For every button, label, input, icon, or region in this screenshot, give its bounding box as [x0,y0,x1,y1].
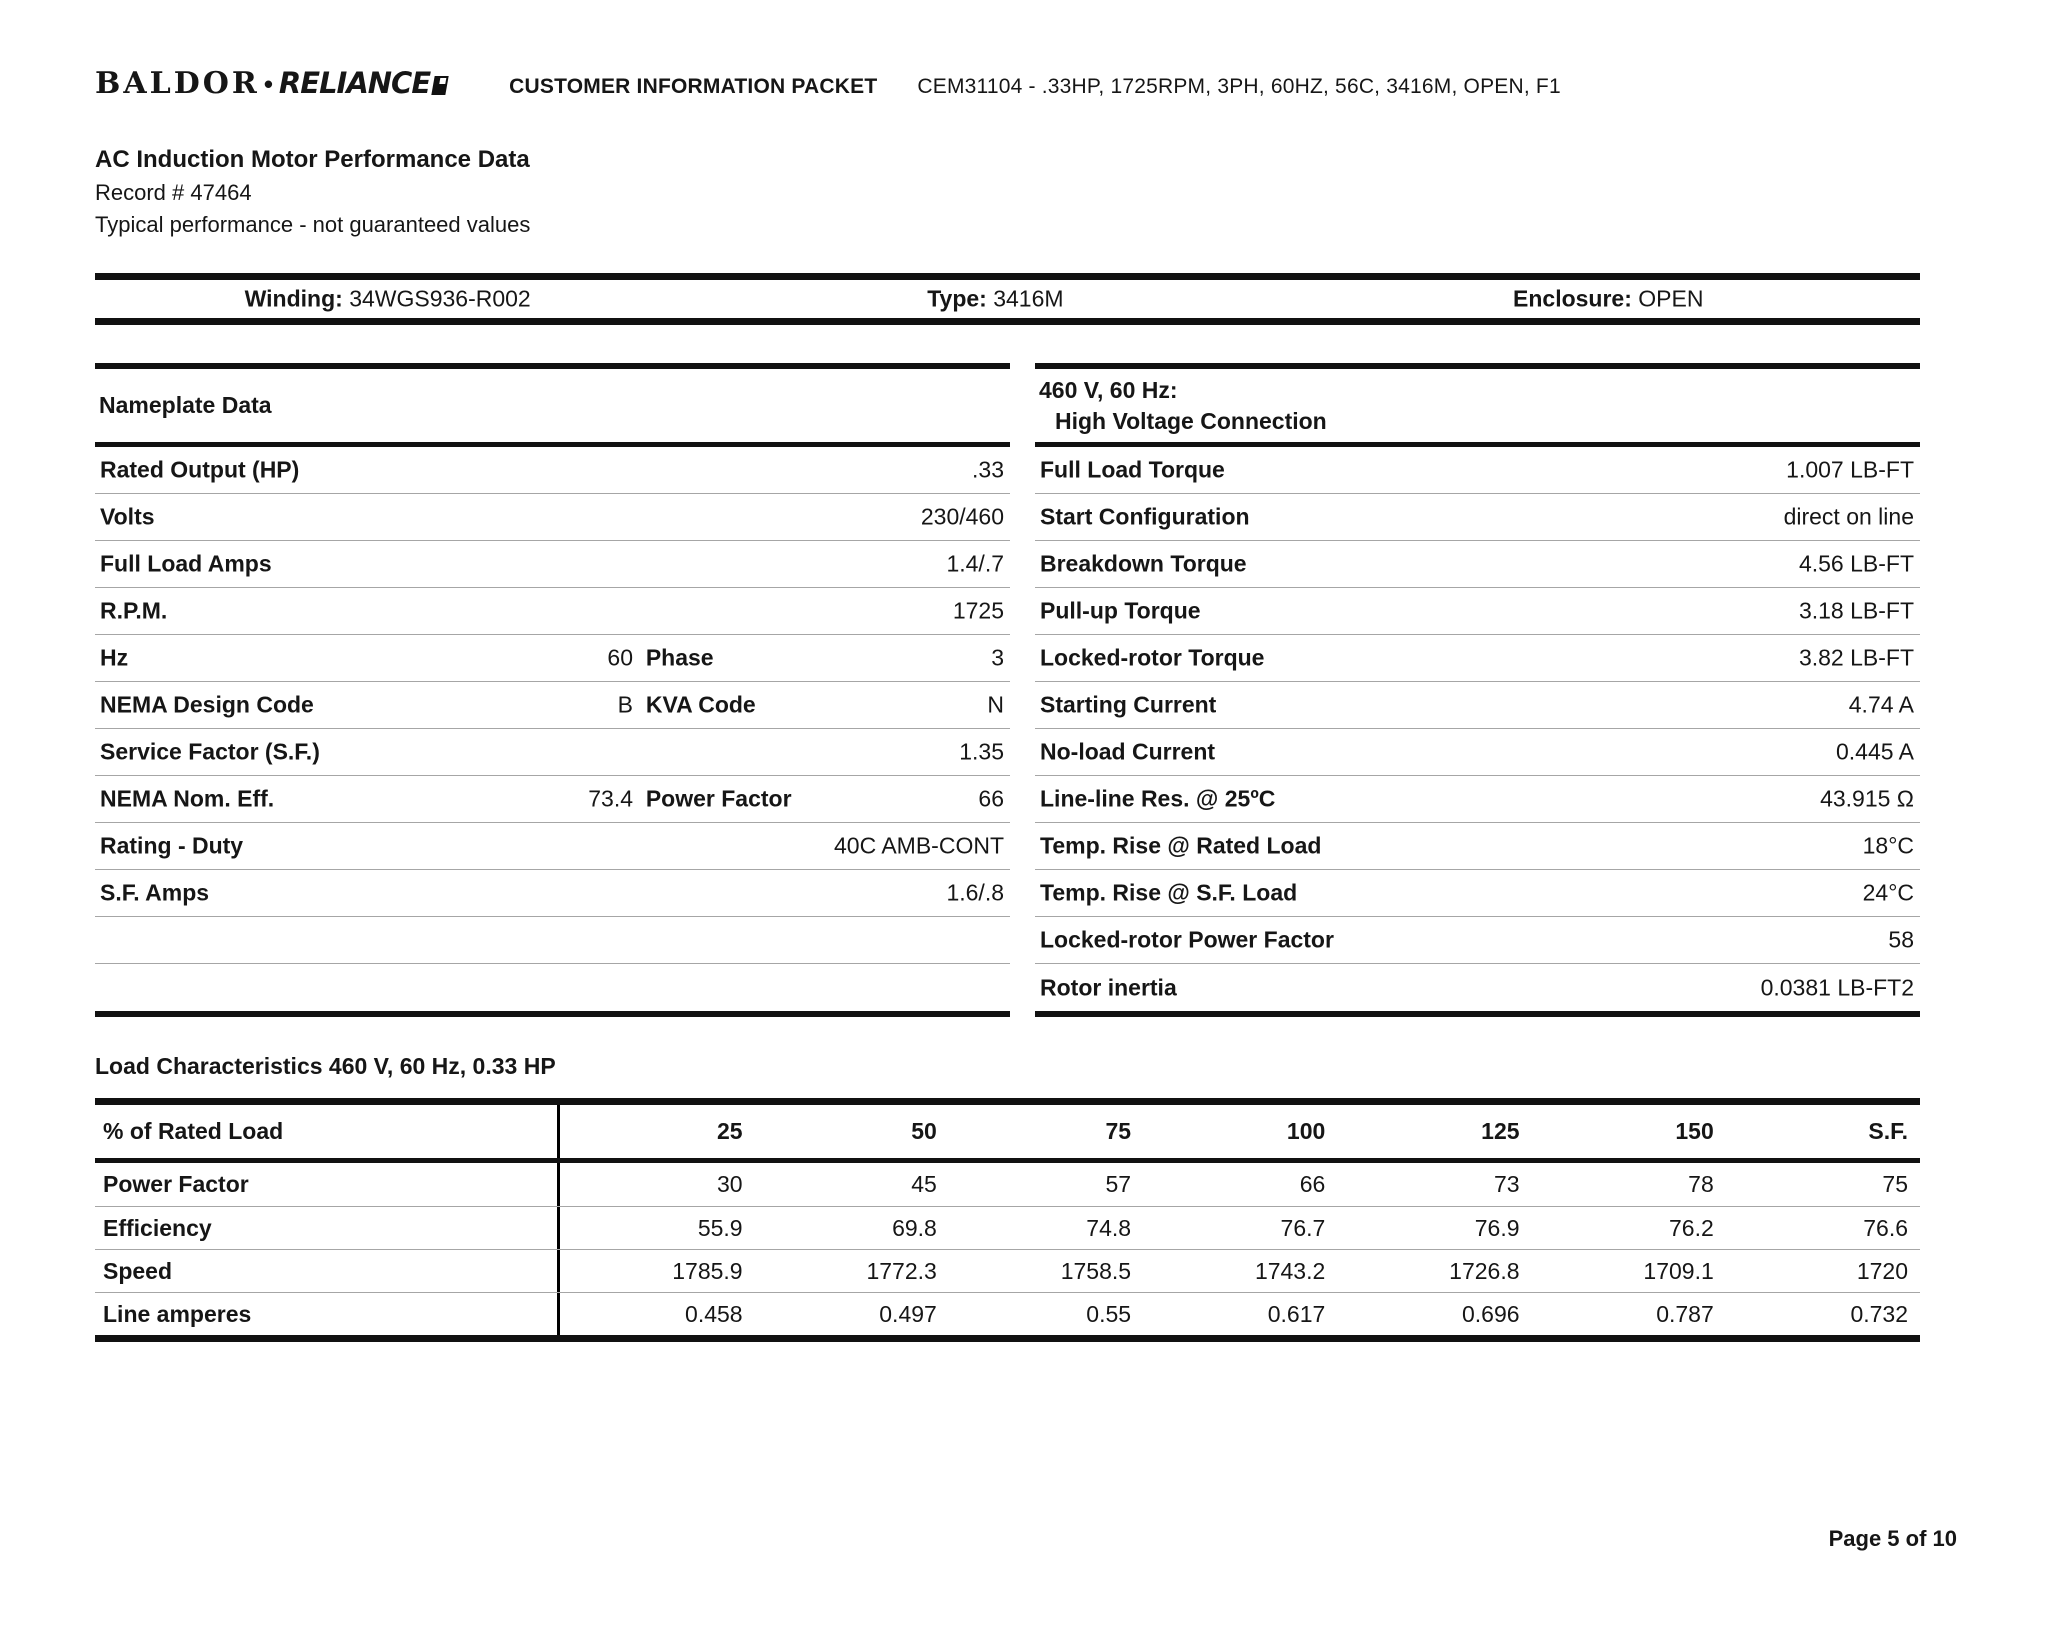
title-block [95,143,1920,241]
row-label: Hz [100,644,129,671]
nameplate-row [95,494,1010,541]
load-table-row [95,1163,1920,1206]
nameplate-row [95,870,1010,917]
nameplate-table-header [95,369,1010,447]
high-voltage-table-header [1035,369,1920,447]
row-value: 1.007 LB-FT [1786,456,1914,483]
load-characteristics-table [95,1098,1920,1342]
row-value: .33 [972,456,1004,483]
page-content [95,66,1920,1342]
row-value: 76.7 [1280,1214,1326,1241]
reliance-trademark-icon [431,76,448,95]
row-label: Locked-rotor Torque [1040,644,1265,671]
load-table-row [95,1249,1920,1292]
row-mid-value: B [617,691,634,718]
load-header-col: 125 [1481,1118,1520,1144]
load-table-row [95,1292,1920,1335]
row-value: 43.915 Ω [1820,785,1914,812]
baldor-reliance-logo [95,66,447,101]
nameplate-row [95,682,1010,729]
load-header-col: 25 [717,1118,743,1144]
row-value: 0.787 [1656,1300,1714,1327]
row-value: 0.732 [1850,1300,1908,1327]
row-value: 78 [1688,1171,1714,1197]
doc-title: CUSTOMER INFORMATION PACKET [509,75,878,98]
high-voltage-row [1035,870,1920,917]
enclosure-field [1513,286,1703,313]
nameplate-rows [95,447,1010,1017]
high-voltage-row [1035,635,1920,682]
row-value: 74.8 [1086,1214,1132,1241]
type-field [927,286,1063,313]
document-header [95,66,1920,101]
row-label: Power Factor [95,1163,560,1206]
nameplate-row [95,917,1010,964]
row-value: 66 [1299,1171,1326,1197]
high-voltage-row [1035,729,1920,776]
row-value: 4.56 LB-FT [1798,550,1914,577]
row-value: 1743.2 [1254,1257,1326,1284]
load-header-col: 150 [1675,1118,1714,1144]
row-label-2: Power Factor [645,785,792,812]
high-voltage-row [1035,682,1920,729]
load-header-col: 50 [911,1118,937,1144]
winding-value: 34WGS936-R002 [349,285,531,312]
load-header-col: 100 [1286,1118,1326,1144]
row-value: 3 [991,644,1004,671]
nameplate-row [95,541,1010,588]
brand-separator-dot-icon: • [263,69,273,99]
row-value: 0.696 [1461,1300,1520,1327]
high-voltage-row [1035,823,1920,870]
row-value: 0.458 [685,1300,743,1327]
high-voltage-row [1035,541,1920,588]
row-label: Rotor inertia [1040,974,1177,1000]
enclosure-label: Enclosure: [1513,285,1632,312]
high-voltage-rows [1035,447,1920,1017]
performance-tables [95,363,1920,1017]
row-label: Locked-rotor Power Factor [1040,926,1334,953]
nameplate-row [95,964,1010,1011]
row-mid-value: 60 [607,644,634,671]
high-voltage-table [1035,363,1920,1017]
high-voltage-row [1035,917,1920,964]
row-value: 55.9 [697,1214,743,1241]
winding-field [245,286,531,313]
row-value: 1785.9 [672,1257,743,1284]
row-value: 0.445 A [1835,738,1914,765]
row-label: Line-line Res. @ 25ºC [1040,785,1276,812]
row-value: 66 [978,785,1004,812]
row-value: 76.9 [1474,1214,1520,1241]
type-label: Type: [927,285,987,312]
row-value: 4.74 A [1848,691,1914,718]
row-value: 24°C [1862,879,1914,906]
row-label: Breakdown Torque [1040,550,1247,577]
row-label: Temp. Rise @ S.F. Load [1040,879,1298,906]
row-label: Pull-up Torque [1040,597,1201,624]
brand-baldor-text: BALDOR [95,66,260,101]
row-label: R.P.M. [100,597,168,624]
row-value: 40C AMB-CONT [834,832,1004,859]
row-value: 30 [717,1171,743,1197]
row-label: Efficiency [95,1207,560,1249]
row-mid-value: 73.4 [588,785,634,812]
document-page [0,66,2048,1648]
row-value: 75 [1882,1171,1908,1197]
row-label: Temp. Rise @ Rated Load [1040,832,1322,859]
row-label: S.F. Amps [100,879,210,906]
hv-title-line2: High Voltage Connection [1055,407,1327,434]
winding-label: Winding: [244,285,343,312]
load-table-header [95,1105,1920,1163]
nameplate-title: Nameplate Data [99,392,272,418]
row-value: 0.617 [1267,1300,1326,1327]
row-value: 1.35 [959,738,1004,765]
row-value: 1725 [952,597,1004,624]
row-value: 58 [1888,926,1914,953]
nameplate-row [95,588,1010,635]
row-label: NEMA Design Code [100,691,314,718]
row-value: 1709.1 [1643,1257,1714,1284]
row-label: Rated Output (HP) [100,456,300,483]
record-number: Record # 47464 [95,180,252,205]
row-value: 0.497 [879,1300,937,1327]
row-value: 1772.3 [866,1257,937,1284]
load-table-body [95,1163,1920,1335]
row-value: 1720 [1856,1257,1908,1284]
row-label: Start Configuration [1040,503,1250,530]
row-label: Full Load Torque [1040,456,1225,483]
row-value: 3.18 LB-FT [1798,597,1914,624]
row-label: Full Load Amps [100,550,272,577]
nameplate-row [95,823,1010,870]
row-value: 69.8 [892,1214,937,1241]
row-label-2: Phase [645,644,714,671]
high-voltage-row [1035,588,1920,635]
row-label: NEMA Nom. Eff. [100,785,275,812]
load-header-col: S.F. [1868,1118,1908,1144]
row-value: 45 [911,1171,937,1197]
high-voltage-row [1035,447,1920,494]
load-table-row [95,1206,1920,1249]
row-value: 0.0381 LB-FT2 [1760,974,1914,1000]
high-voltage-row [1035,776,1920,823]
high-voltage-row [1035,964,1920,1011]
row-value: 76.6 [1863,1214,1908,1241]
row-value: 73 [1493,1171,1520,1197]
brand-reliance-text: RELIANCE [278,66,431,100]
nameplate-row [95,729,1010,776]
nameplate-row [95,776,1010,823]
load-characteristics-title: Load Characteristics 460 V, 60 Hz, 0.33 HP [95,1053,556,1079]
row-label: Starting Current [1040,691,1217,718]
doc-subtitle-catalog-spec: CEM31104 - .33HP, 1725RPM, 3PH, 60HZ, 56C, 3416M, OPEN, F1 [917,75,1561,98]
row-value: 1758.5 [1060,1257,1132,1284]
row-value: 1.4/.7 [946,550,1004,577]
row-value: N [987,691,1004,718]
nameplate-row [95,635,1010,682]
enclosure-value: OPEN [1638,285,1704,312]
row-value: 1.6/.8 [946,879,1004,906]
page-indicator: Page 5 of 10 [1828,1526,1957,1551]
row-label: Rating - Duty [100,832,244,859]
load-header-label: % of Rated Load [95,1105,560,1158]
performance-note: Typical performance - not guaranteed values [95,212,531,237]
row-label: Service Factor (S.F.) [100,738,320,765]
row-label: Speed [95,1250,560,1292]
load-header-col: 75 [1105,1118,1132,1144]
row-value: 76.2 [1669,1214,1714,1241]
row-label: Volts [100,503,155,530]
winding-bar [95,273,1920,325]
nameplate-row [95,447,1010,494]
row-value: 57 [1105,1171,1132,1197]
nameplate-table [95,363,1010,1017]
row-value: 230/460 [920,503,1004,530]
section-title: AC Induction Motor Performance Data [95,146,530,173]
row-value: 18°C [1862,832,1914,859]
high-voltage-row [1035,494,1920,541]
type-value: 3416M [993,285,1064,312]
row-value: 3.82 LB-FT [1798,644,1914,671]
row-value: 1726.8 [1449,1257,1520,1284]
row-value: direct on line [1783,503,1914,530]
row-label: No-load Current [1040,738,1216,765]
row-label-2: KVA Code [645,691,756,718]
hv-title-line1: 460 V, 60 Hz: [1039,376,1178,403]
row-value: 0.55 [1086,1300,1132,1327]
row-label: Line amperes [95,1293,560,1335]
